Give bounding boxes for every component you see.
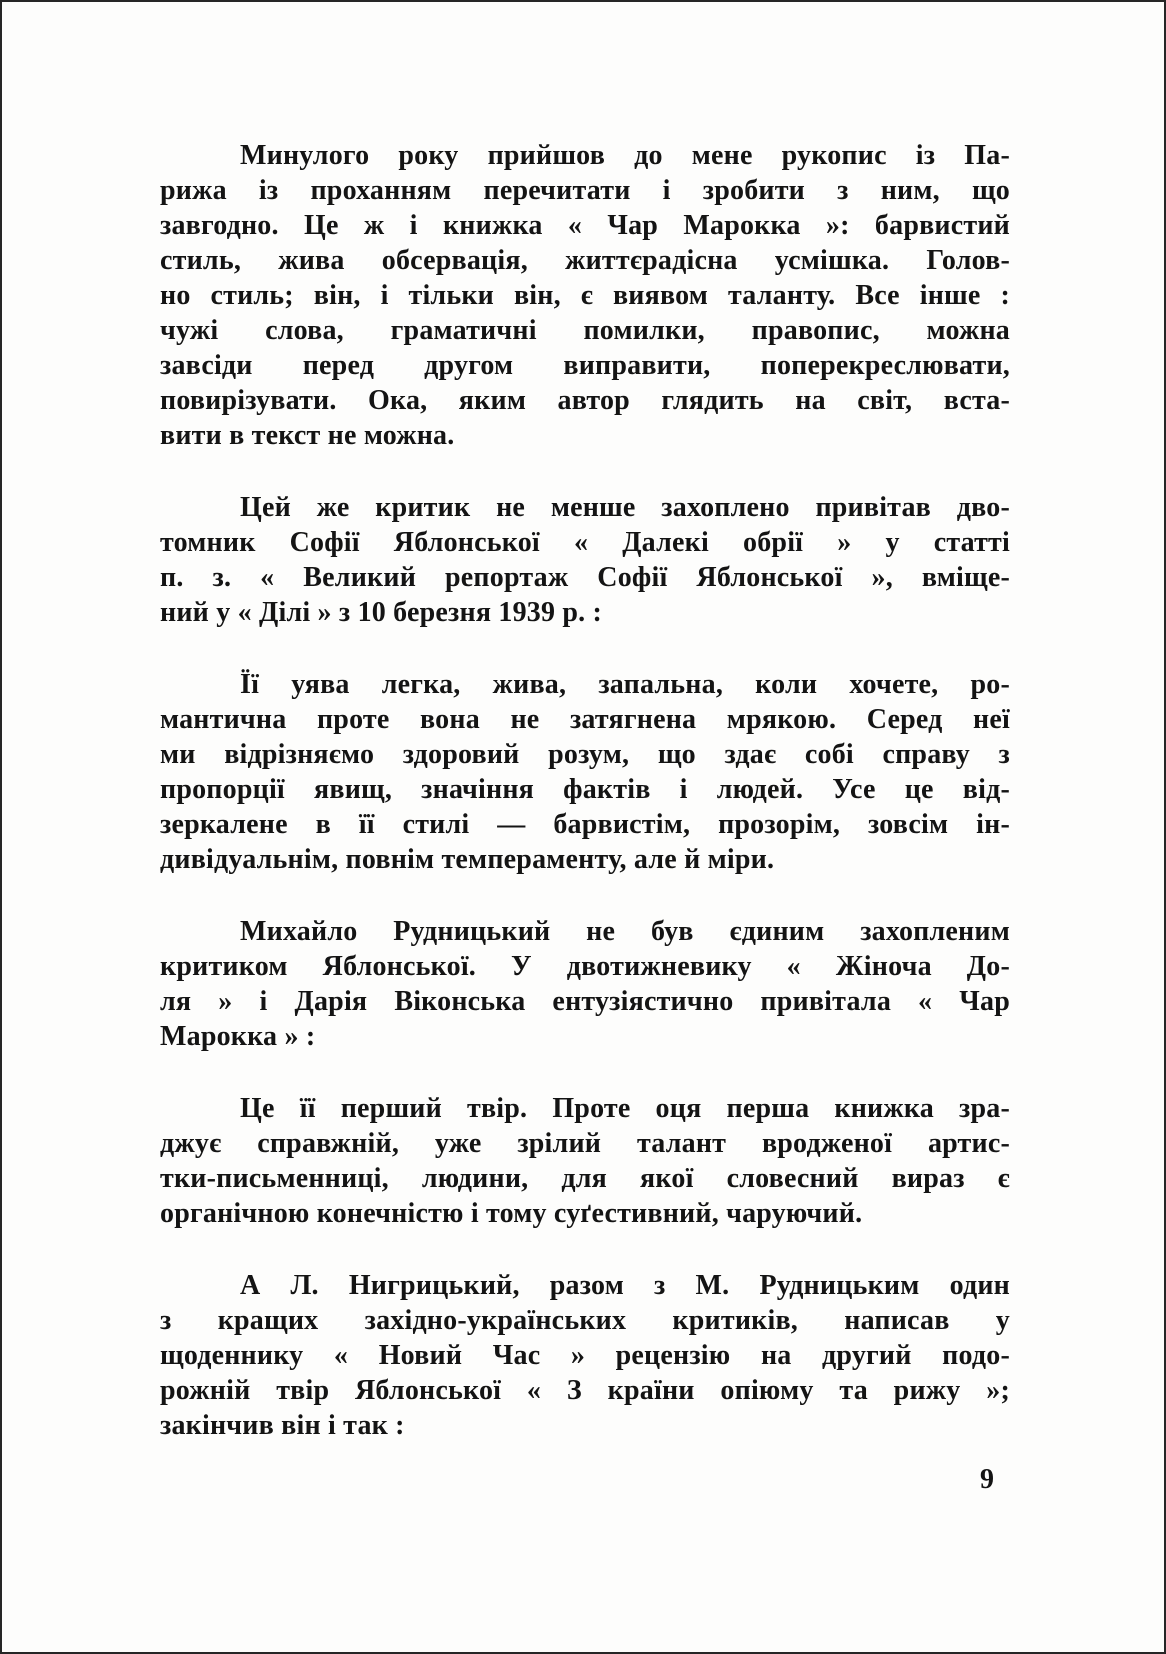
- text-line: тки-письменниці, людини, для якої словесний вираз є: [160, 1163, 1010, 1194]
- text-line: повирізувати. Ока, яким автор глядить на світ, вста-: [160, 385, 1010, 416]
- text-line: вити в текст не можна.: [160, 420, 455, 451]
- text-line: ля » і Дарія Віконська ентузіястично привітала « Чар: [160, 986, 1010, 1017]
- paragraph-5-quote: [160, 1091, 1010, 1231]
- paragraph-6: [160, 1268, 1010, 1443]
- text-line: Це її перший твір. Проте оця перша книжка зра-: [240, 1093, 1010, 1124]
- text-line: А Л. Нигрицький, разом з М. Рудницьким один: [240, 1270, 1010, 1301]
- text-line: мантична проте вона не затягнена мрякою. Серед неї: [160, 704, 1010, 735]
- text-line: Михайло Рудницький не був єдиним захопленим: [240, 916, 1010, 947]
- text-line: ний у « Ділі » з 10 березня 1939 р. :: [160, 597, 603, 628]
- page-text-block: [160, 138, 1010, 1443]
- text-line: рожній твір Яблонської « З країни опіюму та рижу »;: [160, 1375, 1010, 1406]
- text-line: п. з. « Великий репортаж Софії Яблонської », вміще-: [160, 562, 1010, 593]
- text-line: но стиль; він, і тільки він, є виявом таланту. Все інше :: [160, 280, 1010, 311]
- text-line: джує справжній, уже зрілий талант вродженої артис-: [160, 1128, 1010, 1159]
- text-line: критиком Яблонської. У двотижневику « Жіноча До-: [160, 951, 1010, 982]
- text-line: стиль, жива обсервація, життєрадісна усмішка. Голов-: [160, 245, 1010, 276]
- text-line: зеркалене в її стилі — барвистім, прозорім, зовсім ін-: [160, 809, 1010, 840]
- text-line: дивідуальнім, повнім темпераменту, але й міри.: [160, 844, 775, 875]
- text-line: пропорції явищ, значіння фактів і людей. Усе це від-: [160, 774, 1010, 805]
- text-line: завсіди перед другом виправити, поперекреслювати,: [160, 350, 1010, 381]
- text-line: Марокка » :: [160, 1021, 316, 1052]
- text-line: щоденнику « Новий Час » рецензію на другий подо-: [160, 1340, 1010, 1371]
- text-line: Цей же критик не менше захоплено привітав дво-: [240, 492, 1010, 523]
- text-line: з кращих західно-українських критиків, написав у: [160, 1305, 1010, 1336]
- paragraph-1: [160, 138, 1010, 453]
- paragraph-2: [160, 490, 1010, 630]
- text-line: рижа із проханням перечитати і зробити з ним, що: [160, 175, 1010, 206]
- text-line: Минулого року прийшов до мене рукопис із Па-: [240, 140, 1010, 171]
- text-line: закінчив він і так :: [160, 1410, 405, 1441]
- paragraph-4: [160, 914, 1010, 1054]
- page-number: 9: [980, 1464, 994, 1495]
- text-line: ми відрізняємо здоровий розум, що здає собі справу з: [160, 739, 1010, 770]
- text-line: завгодно. Це ж і книжка « Чар Марокка »: барвистий: [160, 210, 1010, 241]
- text-line: чужі слова, граматичні помилки, правопис, можна: [160, 315, 1010, 346]
- text-line: органічною конечністю і тому суґестивний, чаруючий.: [160, 1198, 863, 1229]
- text-line: Її уява легка, жива, запальна, коли хочете, ро-: [240, 669, 1010, 700]
- paragraph-3-quote: [160, 667, 1010, 877]
- text-line: томник Софії Яблонської « Далекі обрії » у статті: [160, 527, 1010, 558]
